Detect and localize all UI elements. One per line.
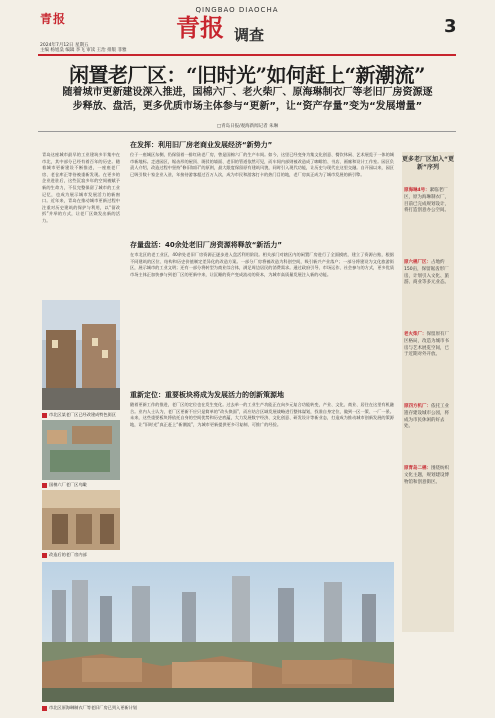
divider bbox=[38, 131, 456, 132]
caption-marker-icon bbox=[42, 706, 47, 711]
section-brand: 青报 bbox=[176, 13, 224, 42]
section-pinyin: QINGBAO DIAOCHA bbox=[195, 6, 279, 14]
section-name: 调查 bbox=[234, 26, 265, 44]
caption-marker-icon bbox=[42, 553, 47, 558]
photo-caption-1: 市北区某老厂区已经改建成特色街区 bbox=[42, 412, 116, 418]
photo-caption-3: 改造后的老厂房内部 bbox=[42, 552, 87, 558]
section-2-body: 在市北区的老工业区，40余处老旧厂房资源正逐步进入盘活利用阶段。相关部门对辖区内的闲置厂房进行了全面摸底，建立了资源台账，根据不同建筑的区位、结构和历史价值制定差异化的改造方案。一部分厂房将被改造为科创空间，吸引新兴产业落户；一部分将建设为文化旅游街区，展示城市的工业文明；还有一部分将转型为商业综合体，满足周边居民的消费需求。通过政府引导、市场运作、社会参与的方式，更多优质市场主体正加快参与到老厂区的更新中来，让沉睡的资产变成流动的资本，为城市高质量发展注入新的动能。 bbox=[130, 252, 394, 277]
masthead-rule bbox=[38, 54, 456, 56]
section-1-body: 位于一座城区东侧，仍保留着一排红砖老厂房，曾是国棉六厂的生产车间。如今，这里已经变身为集文化创意、餐饮休闲、艺术展览于一体的城市新地标。走进园区，锯齿形的屋顶、斑驳的墙面、老旧的管道依然可见，而车间内部则被改造成了咖啡馆、书店、画廊和设计工作室。园区负责人介绍，改造过程中坚持“修旧如旧”的原则，最大限度保留原有建筑风貌，同时引入现代功能，让历史与现代在这里交融。自开园以来，园区已吸引数十家企业入驻，年接待游客超过百万人次，成为市民和游客打卡的热门目的地，老厂房真正成为了城市发展的新引擎。 bbox=[130, 152, 394, 177]
section-1-subhead: 在发挥：利用旧厂房老商业发展经济“新势力” bbox=[130, 141, 273, 149]
sidebar-item: 原六棉厂区：占地约150亩，保留锯齿形厂房，计划引入文化、旅游、商业等多元业态。 bbox=[404, 260, 449, 286]
street-photo bbox=[42, 300, 120, 410]
masthead-date bbox=[40, 43, 127, 54]
sidebar-box bbox=[402, 152, 454, 632]
sidebar-item: 原青岛二棉：围绕纺织文化主题，规划建设博物馆和创意街区。 bbox=[404, 466, 449, 485]
masthead-section-title bbox=[162, 4, 312, 44]
editor-line: 主编 杨旭燊 编辑 李飞 审读 王治 排版 菲雅 bbox=[40, 48, 127, 54]
sidebar-item: 原海琳4号：紧临老厂区，原为海琳制衣厂，目前已完成规划设计，将打造创意办公空间。 bbox=[404, 188, 449, 214]
byline: □青岛日报/观海新闻记者 朱琳 bbox=[216, 124, 279, 129]
caption-marker-icon bbox=[42, 483, 47, 488]
date-line: 2024年7月12日 星期五 bbox=[40, 43, 89, 48]
caption-marker-icon bbox=[42, 413, 47, 418]
photo-caption-4: 市北区原海琳制衣厂等老旧厂房已列入更新计划 bbox=[42, 705, 137, 711]
headline: 闲置老厂区：“旧时光”如何赶上“新潮流” bbox=[68, 63, 425, 87]
sidebar-title: 更多老厂区加入“更新”序列 bbox=[402, 156, 454, 171]
section-3-subhead: 重新定位：重要板块将成为发展活力的创新策源地 bbox=[130, 391, 284, 399]
aerial-photo bbox=[42, 420, 120, 480]
sidebar-item: 老火柴厂：保留原有厂区格局，改造为城市书房与艺术展览空间，已于近期对外开放。 bbox=[404, 332, 449, 358]
interior-photo bbox=[42, 490, 120, 550]
deck: 随着城市更新建设深入推进，国棉六厂、老火柴厂、原海琳制衣厂等老旧厂房资源逐步释放、盘活，更多优质市场主体参与“更新”，让“资产存量”变为“发展增量” bbox=[62, 87, 433, 112]
intro-text: 青岛这座城市最早的工业建筑多半集中在市北，其中部分已经有着百年的历史。随着城市更新建设不断推进，一座座老厂房、老仓库正等待被重新发现。在更多的企业进驻后，这些沉寂多年的空间被赋予新的生命力，不仅完整保留了城市的工业记忆，也成为展示城市发展活力的新窗口。近年来，青岛在推动城市更新过程中注重对历史建筑的保护与利用，以“留改拆”并举的方式，让老厂区焕发出新的活力。 bbox=[42, 152, 120, 223]
sidebar-item: 原四方机厂：依托工业遗存建设城市公园，将成为市民休闲的好去处。 bbox=[404, 404, 449, 430]
photo-caption-2: 国棉六厂老厂区鸟瞰 bbox=[42, 482, 87, 488]
section-2-subhead: 存量盘活：40余处老旧厂房资源将释放“新活力” bbox=[130, 241, 282, 249]
panorama-photo bbox=[42, 562, 394, 702]
section-3-body: 随着更新工作的推进，老厂区的定位也在发生变化。过去单一的工业生产功能正在向多元复合功能转变，产业、文化、商业、居住在这里有机融合。业内人士认为，老厂区更新不应只是简单的“改头换面”，而应结合区域发展战略进行整体谋划，找准自身定位，做到一区一策、一厂一景。未来，这些重要板块将依托自身的空间优势和历史底蕴，大力发展数字经济、文化创意、研发设计等新业态，打造成为推动城市创新发展的策源地，让“旧时光”真正赶上“新潮流”，为城市更新提供更多可复制、可推广的经验。 bbox=[130, 402, 394, 427]
masthead-logo: 青报 bbox=[40, 12, 67, 26]
page-number: 3 bbox=[444, 16, 457, 37]
